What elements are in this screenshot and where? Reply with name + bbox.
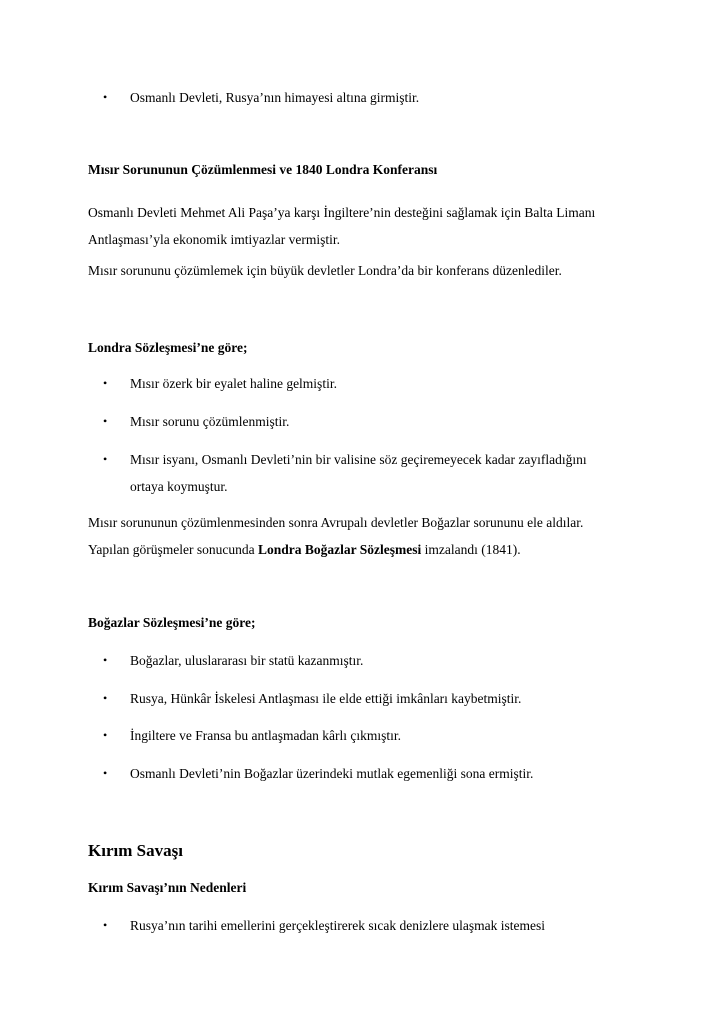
bullet-marker: • [103,918,108,932]
bullet-marker: • [103,376,108,390]
paragraph-line: Antlaşması’yla ekonomik imtiyazlar vermiştir. [88,232,340,247]
paragraph-text: Yapılan görüşmeler sonucunda [88,542,258,557]
list-item: Mısır sorunu çözümlenmiştir. [130,414,290,429]
bullet-marker: • [103,452,108,466]
paragraph-line: Osmanlı Devleti Mehmet Ali Paşa’ya karşı İngiltere’nin desteğini sağlamak için Balta Limanı [88,205,596,220]
bullet-marker: • [103,414,108,428]
paragraph: Mısır sorununu çözümlemek için büyük devletler Londra’da bir konferans düzenlediler. [88,263,562,278]
section-title-kirim: Kırım Savaşı [88,841,183,860]
list-item: Boğazlar, uluslararası bir statü kazanmıştır. [130,653,364,668]
bullet-marker: • [103,766,108,780]
list-item: İngiltere ve Fransa bu antlaşmadan kârlı çıkmıştır. [130,728,402,743]
paragraph-line: Mısır sorununun çözümlenmesinden sonra Avrupalı devletler Boğazlar sorununu ele aldılar. [88,515,584,530]
list-item: Rusya, Hünkâr İskelesi Antlaşması ile elde ettiği imkânları kaybetmiştir. [130,691,522,706]
list-item: Osmanlı Devleti, Rusya’nın himayesi altına girmiştir. [130,90,420,105]
list-item-continuation: ortaya koymuştur. [130,479,228,494]
treaty-name: Londra Boğazlar Sözleşmesi [257,542,422,557]
section-heading-bogazlar: Boğazlar Sözleşmesi’ne göre; [88,615,256,630]
subheading-nedenler: Kırım Savaşı’nın Nedenleri [88,880,247,895]
bullet-marker: • [103,691,108,705]
bullet-marker: • [103,728,108,742]
bullet-marker: • [103,90,108,104]
paragraph-text: imzalandı (1841). [421,542,521,557]
list-item: Rusya’nın tarihi emellerini gerçekleştirerek sıcak denizlere ulaşmak istemesi [130,918,545,933]
paragraph-line [88,536,668,563]
bullet-marker: • [103,653,108,667]
list-item: Mısır isyanı, Osmanlı Devleti’nin bir valisine söz geçiremeyecek kadar zayıfladığını [130,452,587,467]
list-item: Osmanlı Devleti’nin Boğazlar üzerindeki mutlak egemenliği sona ermiştir. [130,766,534,781]
section-heading-misir: Mısır Sorununun Çözümlenmesi ve 1840 Londra Konferansı [88,162,438,177]
section-heading-londra: Londra Sözleşmesi’ne göre; [88,340,248,355]
list-item: Mısır özerk bir eyalet haline gelmiştir. [130,376,337,391]
